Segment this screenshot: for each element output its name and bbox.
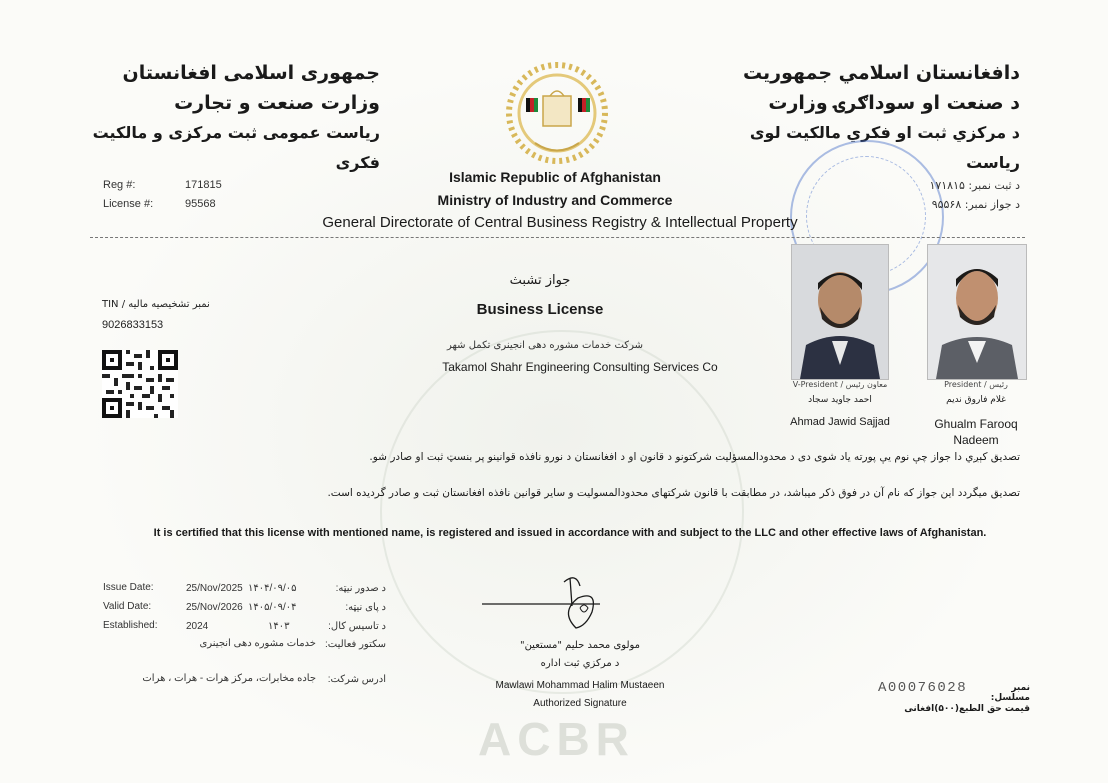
tin-label: نمبر تشخیصیه مالیه / TIN (102, 299, 210, 310)
printing-fee: قیمت حق الطبع(۵۰۰)افغانی (904, 704, 1030, 714)
officer-name-en-vp: Ahmad Jawid Sajjad (790, 416, 890, 428)
header-dari-line-2: وزارت صنعت و تجارت (174, 92, 380, 114)
signature-caption: Authorized Signature (533, 698, 627, 709)
issue-date-value: 25/Nov/2025 (186, 583, 243, 594)
license-title-fa: جواز تشبث (509, 273, 571, 288)
acbr-watermark: ACBR (478, 713, 635, 765)
signatory-name-fa: مولوی محمد حلیم "مستعین" (519, 640, 641, 651)
established-hijri: ۱۴۰۳ (268, 621, 290, 632)
signatory-name-en: Mawlawi Mohammad Halim Mustaeen (495, 680, 665, 691)
officer-name-fa-president: غلام فاروق ندیم (946, 395, 1006, 405)
registration-numbers (103, 176, 222, 214)
valid-date-label-ps: د پای نیټه: (345, 602, 386, 613)
address-value: جاده مخابرات، مرکز هرات - هرات ، هرات (142, 673, 316, 684)
header-dari (90, 58, 380, 178)
license-value-ps: ۹۵۵۶۸ (931, 198, 962, 211)
certification-fa: تصدیق میگردد این جواز که نام آن در فوق ذکر میباشد، در مطابقت با قانون شرکتهای محدودالمسولیت و سایر قوانین نافذه افغانستان ثبت و صادر گردیده است. (327, 487, 1020, 499)
certification-en: It is certified that this license with mentioned name, is registered and issued in accordance with and subject to the LLC and other effective laws of Afghanistan. (153, 527, 987, 539)
company-name-fa: شرکت خدمات مشوره دهی انجینری تکمل شهر (447, 340, 643, 351)
president-photo (927, 244, 1027, 380)
valid-date-label: Valid Date: (103, 601, 152, 612)
reg-label: Reg #: (103, 179, 136, 191)
header-pashto-line-3: د مرکزي ثبت او فکري مالکيت لوی رياست (749, 123, 1020, 172)
issue-date-hijri: ۱۴۰۴/۰۹/۰۵ (248, 583, 297, 594)
issue-date-label: Issue Date: (103, 582, 154, 593)
company-name-en: Takamol Shahr Engineering Consulting Services Co (442, 360, 718, 374)
header-dari-line-3: ریاست عمومی ثبت مرکزی و مالکیت فکری (92, 123, 380, 172)
vice-president-photo (791, 244, 889, 380)
officer-name-fa-vp: احمد جاوید سجاد (808, 395, 872, 405)
sector-value: خدمات مشوره دهی انجینری (199, 638, 316, 649)
en-heading-directorate: General Directorate of Central Business Registry & Intellectual Property (322, 214, 798, 231)
qr-code (102, 349, 178, 419)
serial-number: A00076028 (878, 680, 968, 696)
reg-value-ps: ۱۷۱۸۱۵ (929, 179, 965, 192)
certification-ps: تصدیق کېږي دا جواز چې نوم يې پورته ياد شوی دی د محدودالمسؤليت شرکتونو د قانون او د افغانستان د نورو نافذه قوانينو پر بنسټ ثبت او صادر شو. (369, 451, 1020, 463)
reg-value: 171815 (185, 179, 222, 191)
en-heading-country: Islamic Republic of Afghanistan (449, 169, 661, 185)
header-pashto-line-2: د صنعت او سوداګرۍ وزارت (768, 92, 1020, 114)
license-label: License #: (103, 198, 154, 210)
established-label-ps: د تاسیس کال: (328, 621, 386, 632)
serial-label: نمبر مسلسل: (990, 683, 1030, 703)
officer-name-en-president: Ghualm Farooq Nadeem (934, 417, 1018, 447)
established-value: 2024 (186, 621, 209, 632)
header-divider (90, 237, 1025, 238)
sector-label: سکتور فعالیت: (324, 639, 386, 650)
established-label: Established: (103, 620, 158, 631)
officer-role-president: President / رئیس (944, 380, 1008, 389)
reg-label-ps: د ثبت نمبر: (968, 179, 1020, 192)
officer-role-vp: V-President / معاون رئیس (792, 380, 888, 389)
header-dari-line-1: جمهوری اسلامی افغانستان (122, 62, 380, 84)
registration-numbers-pashto (860, 176, 1020, 214)
valid-date-hijri: ۱۴۰۵/۰۹/۰۴ (248, 602, 297, 613)
issue-date-label-ps: د صدور نیټه: (335, 583, 386, 594)
header-pashto-line-1: دافغانستان اسلامي جمهوريت (742, 62, 1020, 84)
valid-date-value: 25/Nov/2026 (186, 602, 243, 613)
afghanistan-emblem-icon (500, 58, 615, 168)
tin-value: 9026833153 (102, 319, 164, 331)
signature-scribble (480, 568, 680, 632)
address-label: ادرس شرکت: (327, 674, 386, 685)
license-value: 95568 (185, 198, 216, 210)
license-label-ps: د جواز نمبر: (964, 198, 1020, 211)
signatory-title-ps: د مرکزي ثبت اداره (540, 658, 620, 669)
license-title-en: Business License (476, 301, 604, 318)
en-heading-ministry: Ministry of Industry and Commerce (437, 192, 673, 208)
